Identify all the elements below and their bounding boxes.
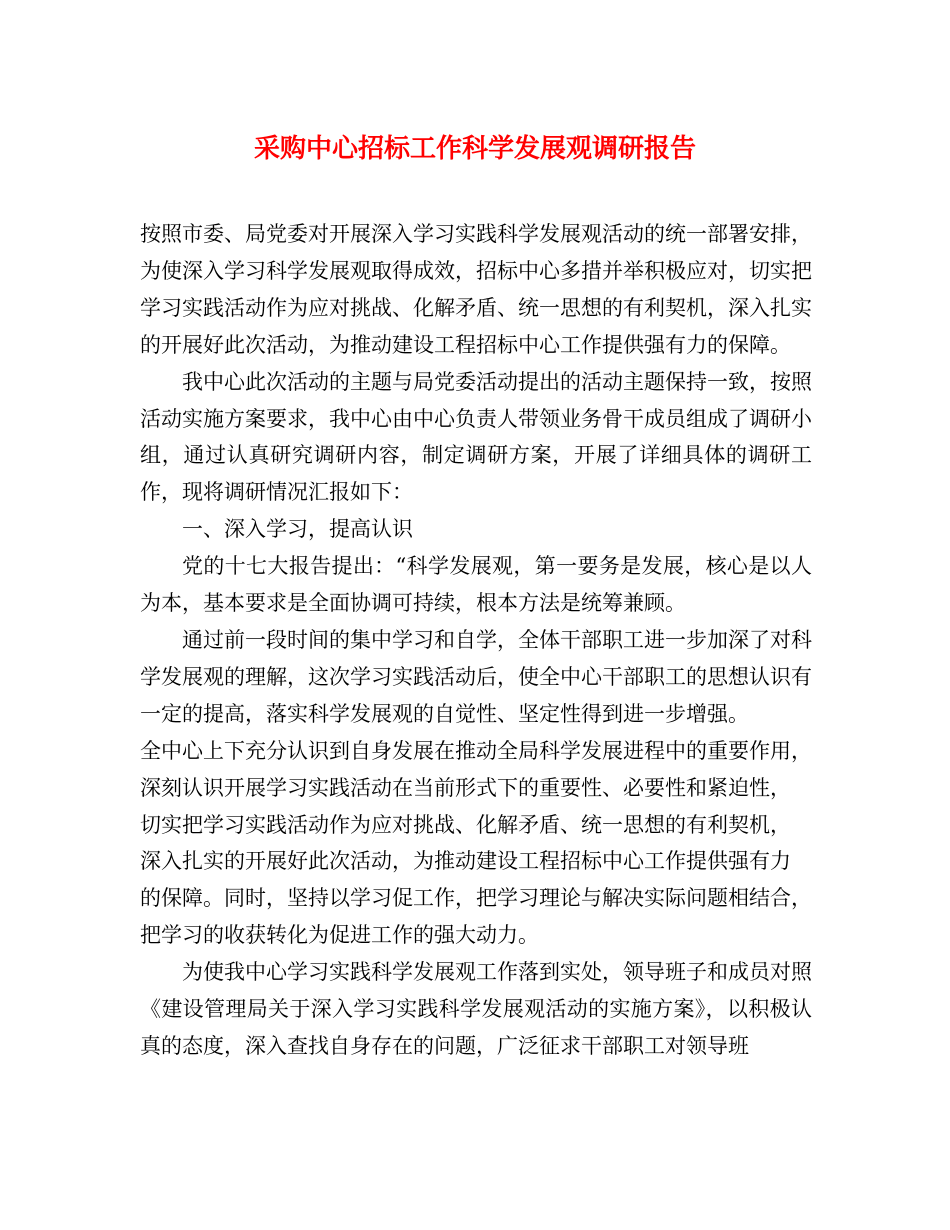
paragraph-intro: 按照市委、局党委对开展深入学习实践科学发展观活动的统一部署安排，为使深入学习科学发展观取得成效，招标中心多措并举积极应对，切实把学习实践活动作为应对挑战、化解矛盾、统一思想的有利契机，深入扎实的开展好此次活动，为推动建设工程招标中心工作提供强有力的保障。 [140, 222, 812, 357]
paragraph-implementation: 为使我中心学习实践科学发展观工作落到实处，领导班子和成员对照《建设管理局关于深入学习实践科学发展观活动的实施方案》，以积极认真的态度，深入查找自身存在的问题，广泛征求干部职工对领导班 [140, 960, 812, 1058]
document-body [140, 216, 812, 1065]
paragraph-study: 通过前一段时间的集中学习和自学，全体干部职工进一步加深了对科学发展观的理解，这次学习实践活动后，使全中心干部职工的思想认识有一定的提高，落实科学发展观的自觉性、坚定性得到进一步增强。 [140, 627, 812, 726]
paragraph-report-quote: 党的十七大报告提出：“科学发展观，第一要务是发展，核心是以人为本，基本要求是全面协调可持续，根本方法是统筹兼顾。 [140, 554, 812, 616]
paragraph-line: 切实把学习实践活动作为应对挑战、化解矛盾、统一思想的有利契机， [140, 812, 791, 837]
section-heading-1: 一、深入学习，提高认识 [182, 517, 413, 542]
document-title: 采购中心招标工作科学发展观调研报告 [253, 134, 696, 164]
paragraph-theme: 我中心此次活动的主题与局党委活动提出的活动主题保持一致，按照活动实施方案要求，我中心由中心负责人带领业务骨干成员组成了调研小组，通过认真研究调研内容，制定调研方案，开展了详细具体的调研工作，现将调研情况汇报如下： [140, 369, 812, 505]
paragraph-line: 的保障。同时，坚持以学习促工作，把学习理论与解决实际问题相结合， [140, 886, 812, 911]
paragraph-line: 全中心上下充分认识到自身发展在推动全局科学发展进程中的重要作用， [140, 738, 812, 763]
paragraph-line: 深入扎实的开展好此次活动，为推动建设工程招标中心工作提供强有力 [140, 849, 791, 874]
paragraph-line: 把学习的收获转化为促进工作的强大动力。 [140, 923, 539, 948]
paragraph-line: 深刻认识开展学习实践活动在当前形式下的重要性、必要性和紧迫性， [140, 775, 791, 800]
